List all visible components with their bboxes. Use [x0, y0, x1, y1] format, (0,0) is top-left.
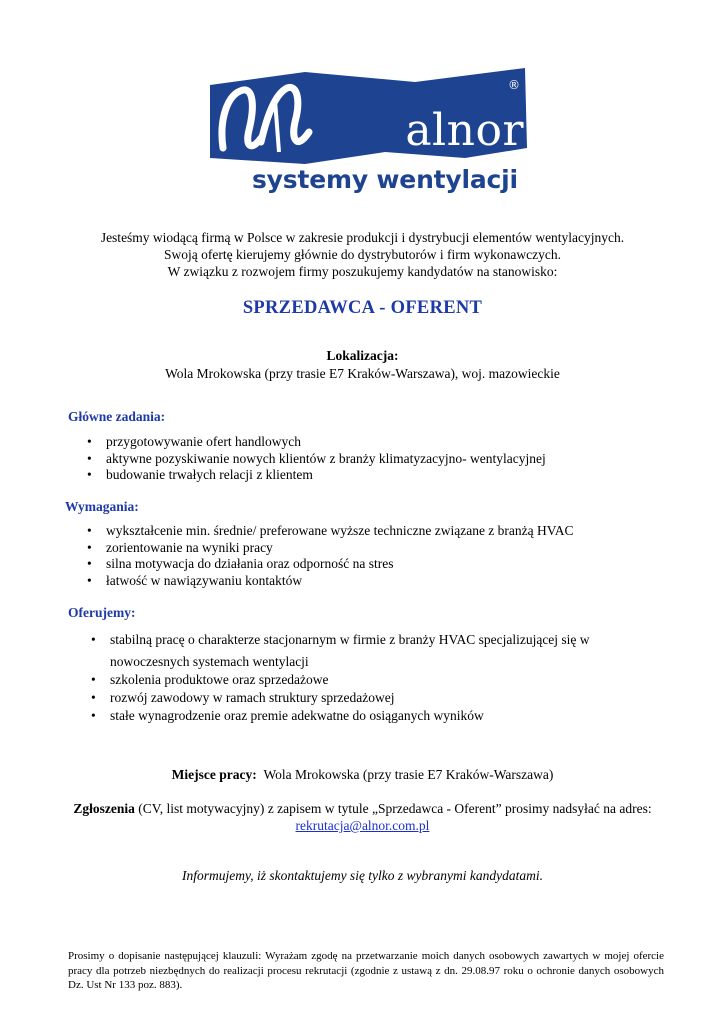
list-item: • przygotowywanie ofert handlowych	[82, 434, 546, 451]
list-item: • wykształcenie min. średnie/ preferowane wyższe techniczne związane z branżą HVAC	[82, 523, 574, 540]
intro-line: Jesteśmy wiodącą firmą w Polsce w zakresie produkcji i dystrybucji elementów wentylacyjnych.	[100, 230, 625, 245]
list-item: • silna motywacja do działania oraz odporność na stres	[82, 556, 574, 573]
list-item	[86, 631, 590, 671]
applications-line	[0, 800, 725, 817]
applications-text: (CV, list motywacyjny) z zapisem w tytule „Sprzedawca - Oferent” prosimy nadsyłać na adres:	[134, 801, 652, 816]
workplace-value: Wola Mrokowska (przy trasie E7 Kraków-Warszawa)	[263, 767, 554, 782]
list-item: • budowanie trwałych relacji z klientem	[82, 467, 546, 484]
location-value: Wola Mrokowska (przy trasie E7 Kraków-Warszawa), woj. mazowieckie	[165, 366, 560, 381]
list-item: • rozwój zawodowy w ramach struktury sprzedażowej	[86, 689, 590, 707]
alnor-logo	[205, 60, 530, 200]
applications-paragraph	[0, 800, 725, 834]
list-item-line: • stabilną pracę o charakterze stacjonarnym w firmie z branży HVAC specjalizującej się w	[110, 632, 590, 647]
logo-tagline: systemy wentylacji	[252, 165, 518, 194]
consent-clause: Prosimy o dopisanie następującej klauzuli: Wyrażam zgodę na przetwarzanie moich danych osobowych zawartych w mojej ofercie pracy dla potrzeb niezbędnych do realizacji procesu rekrutacji (zgodnie z ustawą z dn. 29.08.97 roku o ochronie danych osobowych Dz. Ust Nr 133 poz. 883).	[68, 950, 664, 991]
offer-heading: Oferujemy:	[68, 605, 136, 620]
list-item-line: nowoczesnych systemach wentylacji	[110, 654, 309, 669]
intro-paragraph	[0, 229, 725, 280]
offer-list	[86, 631, 590, 725]
intro-line: W związku z rozwojem firmy poszukujemy kandydatów na stanowisko:	[167, 264, 558, 279]
contact-notice: Informujemy, iż skontaktujemy się tylko z wybranymi kandydatami.	[181, 868, 544, 883]
logo-brand-text: alnor	[405, 105, 524, 156]
location-label: Lokalizacja:	[326, 348, 399, 363]
requirements-heading: Wymagania:	[65, 499, 139, 514]
intro-line: Swoją ofertę kierujemy głównie do dystrybutorów i firm wykonawczych.	[163, 247, 562, 262]
list-item: • zorientowanie na wyniki pracy	[82, 540, 574, 557]
list-item: • stałe wynagrodzenie oraz premie adekwatne do osiąganych wyników	[86, 707, 590, 725]
workplace-label: Miejsce pracy:	[171, 767, 257, 782]
applications-label: Zgłoszenia	[73, 801, 135, 816]
position-title: SPRZEDAWCA - OFERENT	[242, 298, 483, 318]
tasks-list	[82, 434, 546, 484]
email-link[interactable]: rekrutacja@alnor.com.pl	[295, 818, 430, 833]
requirements-list	[82, 523, 574, 589]
registered-mark: ®	[508, 78, 520, 92]
list-item: • szkolenia produktowe oraz sprzedażowe	[86, 671, 590, 689]
workplace-line	[0, 767, 725, 783]
tasks-heading: Główne zadania:	[68, 409, 166, 424]
list-item: • łatwość w nawiązywaniu kontaktów	[82, 573, 574, 590]
list-item: • aktywne pozyskiwanie nowych klientów z branży klimatyzacyjno- wentylacyjnej	[82, 451, 546, 468]
